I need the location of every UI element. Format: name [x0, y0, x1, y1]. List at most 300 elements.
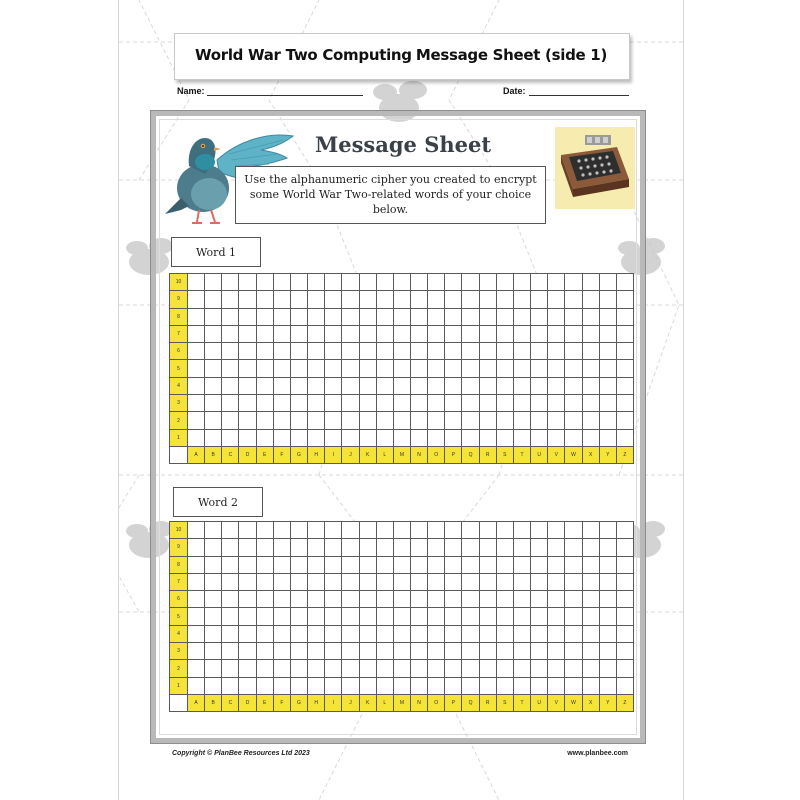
grid-cell[interactable] — [548, 309, 565, 326]
grid-cell[interactable] — [377, 574, 394, 591]
grid-cell[interactable] — [531, 360, 548, 377]
grid-cell[interactable] — [565, 291, 582, 308]
grid-cell[interactable] — [222, 309, 239, 326]
grid-cell[interactable] — [583, 395, 600, 412]
grid-cell[interactable] — [531, 660, 548, 677]
grid-cell[interactable] — [548, 574, 565, 591]
grid-cell[interactable] — [205, 360, 222, 377]
grid-cell[interactable] — [342, 539, 359, 556]
grid-cell[interactable] — [188, 522, 205, 539]
grid-cell[interactable] — [462, 309, 479, 326]
grid-cell[interactable] — [188, 608, 205, 625]
grid-cell[interactable] — [565, 522, 582, 539]
grid-cell[interactable] — [308, 360, 325, 377]
grid-cell[interactable] — [531, 309, 548, 326]
grid-cell[interactable] — [548, 643, 565, 660]
grid-cell[interactable] — [462, 326, 479, 343]
grid-cell[interactable] — [583, 626, 600, 643]
grid-cell[interactable] — [394, 591, 411, 608]
grid-cell[interactable] — [342, 660, 359, 677]
grid-cell[interactable] — [583, 378, 600, 395]
grid-cell[interactable] — [291, 660, 308, 677]
grid-cell[interactable] — [497, 326, 514, 343]
grid-cell[interactable] — [325, 678, 342, 695]
grid-cell[interactable] — [548, 360, 565, 377]
grid-cell[interactable] — [257, 395, 274, 412]
grid-cell[interactable] — [462, 274, 479, 291]
grid-cell[interactable] — [274, 360, 291, 377]
grid-cell[interactable] — [222, 557, 239, 574]
grid-cell[interactable] — [497, 522, 514, 539]
grid-cell[interactable] — [548, 343, 565, 360]
grid-cell[interactable] — [565, 343, 582, 360]
grid-cell[interactable] — [565, 412, 582, 429]
grid-cell[interactable] — [222, 274, 239, 291]
grid-cell[interactable] — [188, 557, 205, 574]
grid-cell[interactable] — [325, 343, 342, 360]
grid-cell[interactable] — [342, 430, 359, 447]
grid-cell[interactable] — [257, 626, 274, 643]
grid-cell[interactable] — [445, 626, 462, 643]
grid-cell[interactable] — [394, 574, 411, 591]
grid-cell[interactable] — [308, 608, 325, 625]
grid-cell[interactable] — [188, 360, 205, 377]
grid-cell[interactable] — [411, 343, 428, 360]
grid-cell[interactable] — [239, 430, 256, 447]
grid-cell[interactable] — [411, 574, 428, 591]
grid-cell[interactable] — [428, 591, 445, 608]
grid-cell[interactable] — [308, 660, 325, 677]
grid-cell[interactable] — [188, 291, 205, 308]
grid-cell[interactable] — [308, 395, 325, 412]
grid-cell[interactable] — [377, 412, 394, 429]
grid-cell[interactable] — [274, 430, 291, 447]
grid-cell[interactable] — [411, 378, 428, 395]
grid-cell[interactable] — [377, 430, 394, 447]
grid-cell[interactable] — [480, 395, 497, 412]
grid-cell[interactable] — [445, 643, 462, 660]
grid-cell[interactable] — [428, 412, 445, 429]
grid-cell[interactable] — [188, 539, 205, 556]
grid-cell[interactable] — [257, 574, 274, 591]
grid-cell[interactable] — [548, 326, 565, 343]
grid-cell[interactable] — [308, 412, 325, 429]
grid-cell[interactable] — [583, 591, 600, 608]
grid-cell[interactable] — [325, 608, 342, 625]
grid-cell[interactable] — [583, 643, 600, 660]
grid-cell[interactable] — [394, 522, 411, 539]
grid-cell[interactable] — [565, 626, 582, 643]
grid-cell[interactable] — [600, 291, 617, 308]
grid-cell[interactable] — [411, 412, 428, 429]
grid-cell[interactable] — [342, 678, 359, 695]
grid-cell[interactable] — [445, 539, 462, 556]
grid-cell[interactable] — [565, 660, 582, 677]
grid-cell[interactable] — [360, 395, 377, 412]
grid-cell[interactable] — [548, 591, 565, 608]
grid-cell[interactable] — [617, 557, 634, 574]
grid-cell[interactable] — [600, 309, 617, 326]
grid-cell[interactable] — [600, 539, 617, 556]
grid-cell[interactable] — [600, 430, 617, 447]
grid-cell[interactable] — [565, 608, 582, 625]
grid-cell[interactable] — [514, 522, 531, 539]
grid-cell[interactable] — [428, 291, 445, 308]
grid-cell[interactable] — [428, 378, 445, 395]
grid-cell[interactable] — [428, 539, 445, 556]
grid-cell[interactable] — [188, 591, 205, 608]
grid-cell[interactable] — [325, 291, 342, 308]
grid-cell[interactable] — [480, 412, 497, 429]
grid-cell[interactable] — [531, 395, 548, 412]
grid-cell[interactable] — [291, 430, 308, 447]
grid-cell[interactable] — [480, 274, 497, 291]
grid-cell[interactable] — [462, 412, 479, 429]
grid-cell[interactable] — [394, 660, 411, 677]
grid-cell[interactable] — [239, 309, 256, 326]
grid-cell[interactable] — [411, 660, 428, 677]
grid-cell[interactable] — [428, 574, 445, 591]
grid-cell[interactable] — [497, 430, 514, 447]
grid-cell[interactable] — [342, 360, 359, 377]
grid-cell[interactable] — [428, 626, 445, 643]
grid-cell[interactable] — [462, 608, 479, 625]
grid-cell[interactable] — [239, 274, 256, 291]
grid-cell[interactable] — [239, 291, 256, 308]
grid-cell[interactable] — [428, 309, 445, 326]
grid-cell[interactable] — [291, 608, 308, 625]
grid-cell[interactable] — [394, 643, 411, 660]
grid-cell[interactable] — [462, 643, 479, 660]
grid-cell[interactable] — [342, 574, 359, 591]
grid-cell[interactable] — [222, 591, 239, 608]
grid-cell[interactable] — [205, 557, 222, 574]
grid-cell[interactable] — [188, 274, 205, 291]
grid-cell[interactable] — [497, 660, 514, 677]
grid-cell[interactable] — [239, 395, 256, 412]
grid-cell[interactable] — [497, 626, 514, 643]
grid-cell[interactable] — [342, 326, 359, 343]
grid-cell[interactable] — [548, 274, 565, 291]
grid-cell[interactable] — [445, 395, 462, 412]
grid-cell[interactable] — [411, 643, 428, 660]
grid-cell[interactable] — [531, 378, 548, 395]
grid-cell[interactable] — [205, 378, 222, 395]
grid-cell[interactable] — [480, 608, 497, 625]
grid-cell[interactable] — [514, 378, 531, 395]
grid-cell[interactable] — [291, 291, 308, 308]
grid-cell[interactable] — [445, 291, 462, 308]
grid-cell[interactable] — [480, 430, 497, 447]
grid-cell[interactable] — [291, 378, 308, 395]
grid-cell[interactable] — [394, 378, 411, 395]
grid-cell[interactable] — [565, 274, 582, 291]
word-1-grid[interactable] — [169, 273, 634, 464]
grid-cell[interactable] — [394, 360, 411, 377]
grid-cell[interactable] — [377, 378, 394, 395]
grid-cell[interactable] — [394, 539, 411, 556]
grid-cell[interactable] — [462, 574, 479, 591]
grid-cell[interactable] — [497, 591, 514, 608]
grid-cell[interactable] — [617, 574, 634, 591]
grid-cell[interactable] — [617, 626, 634, 643]
grid-cell[interactable] — [239, 626, 256, 643]
grid-cell[interactable] — [377, 360, 394, 377]
grid-cell[interactable] — [497, 557, 514, 574]
grid-cell[interactable] — [274, 539, 291, 556]
grid-cell[interactable] — [222, 343, 239, 360]
grid-cell[interactable] — [531, 343, 548, 360]
grid-cell[interactable] — [617, 274, 634, 291]
grid-cell[interactable] — [411, 274, 428, 291]
grid-cell[interactable] — [445, 608, 462, 625]
grid-cell[interactable] — [308, 430, 325, 447]
grid-cell[interactable] — [342, 343, 359, 360]
grid-cell[interactable] — [514, 360, 531, 377]
grid-cell[interactable] — [583, 360, 600, 377]
grid-cell[interactable] — [583, 678, 600, 695]
grid-cell[interactable] — [480, 660, 497, 677]
grid-cell[interactable] — [274, 678, 291, 695]
grid-cell[interactable] — [514, 430, 531, 447]
grid-cell[interactable] — [360, 291, 377, 308]
grid-cell[interactable] — [462, 430, 479, 447]
grid-cell[interactable] — [411, 360, 428, 377]
grid-cell[interactable] — [600, 660, 617, 677]
grid-cell[interactable] — [445, 660, 462, 677]
grid-cell[interactable] — [497, 309, 514, 326]
grid-cell[interactable] — [257, 378, 274, 395]
grid-cell[interactable] — [325, 591, 342, 608]
grid-cell[interactable] — [565, 574, 582, 591]
grid-cell[interactable] — [600, 395, 617, 412]
grid-cell[interactable] — [394, 309, 411, 326]
grid-cell[interactable] — [497, 539, 514, 556]
grid-cell[interactable] — [565, 395, 582, 412]
grid-cell[interactable] — [257, 343, 274, 360]
grid-cell[interactable] — [342, 643, 359, 660]
grid-cell[interactable] — [205, 626, 222, 643]
grid-cell[interactable] — [600, 608, 617, 625]
grid-cell[interactable] — [445, 557, 462, 574]
grid-cell[interactable] — [291, 557, 308, 574]
grid-cell[interactable] — [548, 626, 565, 643]
grid-cell[interactable] — [308, 643, 325, 660]
grid-cell[interactable] — [205, 539, 222, 556]
grid-cell[interactable] — [531, 557, 548, 574]
grid-cell[interactable] — [565, 430, 582, 447]
grid-cell[interactable] — [377, 678, 394, 695]
grid-cell[interactable] — [325, 660, 342, 677]
grid-cell[interactable] — [514, 343, 531, 360]
grid-cell[interactable] — [480, 522, 497, 539]
grid-cell[interactable] — [565, 557, 582, 574]
grid-cell[interactable] — [480, 309, 497, 326]
grid-cell[interactable] — [205, 326, 222, 343]
grid-cell[interactable] — [480, 626, 497, 643]
grid-cell[interactable] — [548, 660, 565, 677]
grid-cell[interactable] — [239, 360, 256, 377]
grid-cell[interactable] — [617, 395, 634, 412]
grid-cell[interactable] — [445, 574, 462, 591]
grid-cell[interactable] — [600, 643, 617, 660]
grid-cell[interactable] — [308, 626, 325, 643]
grid-cell[interactable] — [531, 291, 548, 308]
grid-cell[interactable] — [291, 360, 308, 377]
grid-cell[interactable] — [377, 643, 394, 660]
grid-cell[interactable] — [188, 343, 205, 360]
grid-cell[interactable] — [360, 626, 377, 643]
grid-cell[interactable] — [325, 430, 342, 447]
grid-cell[interactable] — [548, 395, 565, 412]
grid-cell[interactable] — [377, 309, 394, 326]
grid-cell[interactable] — [205, 395, 222, 412]
grid-cell[interactable] — [411, 522, 428, 539]
grid-cell[interactable] — [274, 626, 291, 643]
grid-cell[interactable] — [291, 626, 308, 643]
grid-cell[interactable] — [360, 608, 377, 625]
grid-cell[interactable] — [445, 326, 462, 343]
grid-cell[interactable] — [188, 326, 205, 343]
grid-cell[interactable] — [394, 291, 411, 308]
grid-cell[interactable] — [360, 274, 377, 291]
grid-cell[interactable] — [531, 678, 548, 695]
word-2-grid[interactable] — [169, 521, 634, 712]
grid-cell[interactable] — [617, 291, 634, 308]
grid-cell[interactable] — [462, 539, 479, 556]
grid-cell[interactable] — [514, 326, 531, 343]
grid-cell[interactable] — [291, 274, 308, 291]
grid-cell[interactable] — [531, 608, 548, 625]
grid-cell[interactable] — [617, 608, 634, 625]
grid-cell[interactable] — [308, 539, 325, 556]
grid-cell[interactable] — [188, 574, 205, 591]
grid-cell[interactable] — [188, 378, 205, 395]
grid-cell[interactable] — [617, 660, 634, 677]
grid-cell[interactable] — [583, 343, 600, 360]
grid-cell[interactable] — [394, 626, 411, 643]
grid-cell[interactable] — [531, 430, 548, 447]
grid-cell[interactable] — [205, 660, 222, 677]
grid-cell[interactable] — [600, 274, 617, 291]
grid-cell[interactable] — [205, 412, 222, 429]
grid-cell[interactable] — [548, 522, 565, 539]
grid-cell[interactable] — [291, 574, 308, 591]
grid-cell[interactable] — [274, 395, 291, 412]
grid-cell[interactable] — [257, 678, 274, 695]
grid-cell[interactable] — [565, 309, 582, 326]
grid-cell[interactable] — [342, 522, 359, 539]
grid-cell[interactable] — [274, 660, 291, 677]
grid-cell[interactable] — [445, 412, 462, 429]
grid-cell[interactable] — [325, 274, 342, 291]
grid-cell[interactable] — [531, 412, 548, 429]
grid-cell[interactable] — [377, 291, 394, 308]
grid-cell[interactable] — [497, 678, 514, 695]
grid-cell[interactable] — [274, 522, 291, 539]
grid-cell[interactable] — [360, 591, 377, 608]
grid-cell[interactable] — [377, 522, 394, 539]
grid-cell[interactable] — [565, 591, 582, 608]
grid-cell[interactable] — [617, 378, 634, 395]
grid-cell[interactable] — [600, 412, 617, 429]
grid-cell[interactable] — [325, 412, 342, 429]
grid-cell[interactable] — [239, 660, 256, 677]
grid-cell[interactable] — [600, 522, 617, 539]
grid-cell[interactable] — [583, 574, 600, 591]
grid-cell[interactable] — [274, 291, 291, 308]
grid-cell[interactable] — [377, 626, 394, 643]
grid-cell[interactable] — [462, 591, 479, 608]
grid-cell[interactable] — [531, 326, 548, 343]
grid-cell[interactable] — [531, 522, 548, 539]
grid-cell[interactable] — [514, 557, 531, 574]
grid-cell[interactable] — [222, 430, 239, 447]
grid-cell[interactable] — [239, 643, 256, 660]
grid-cell[interactable] — [325, 643, 342, 660]
grid-cell[interactable] — [583, 608, 600, 625]
grid-cell[interactable] — [239, 539, 256, 556]
grid-cell[interactable] — [583, 309, 600, 326]
grid-cell[interactable] — [222, 360, 239, 377]
grid-cell[interactable] — [308, 343, 325, 360]
grid-cell[interactable] — [360, 557, 377, 574]
grid-cell[interactable] — [308, 378, 325, 395]
grid-cell[interactable] — [239, 608, 256, 625]
grid-cell[interactable] — [239, 378, 256, 395]
grid-cell[interactable] — [583, 291, 600, 308]
grid-cell[interactable] — [583, 430, 600, 447]
grid-cell[interactable] — [480, 539, 497, 556]
grid-cell[interactable] — [514, 591, 531, 608]
grid-cell[interactable] — [411, 678, 428, 695]
grid-cell[interactable] — [394, 326, 411, 343]
grid-cell[interactable] — [548, 378, 565, 395]
grid-cell[interactable] — [360, 309, 377, 326]
grid-cell[interactable] — [462, 378, 479, 395]
grid-cell[interactable] — [325, 395, 342, 412]
grid-cell[interactable] — [394, 557, 411, 574]
grid-cell[interactable] — [411, 430, 428, 447]
grid-cell[interactable] — [445, 678, 462, 695]
grid-cell[interactable] — [257, 608, 274, 625]
grid-cell[interactable] — [480, 326, 497, 343]
grid-cell[interactable] — [308, 522, 325, 539]
grid-cell[interactable] — [531, 539, 548, 556]
grid-cell[interactable] — [445, 378, 462, 395]
grid-cell[interactable] — [274, 591, 291, 608]
grid-cell[interactable] — [565, 360, 582, 377]
grid-cell[interactable] — [342, 626, 359, 643]
grid-cell[interactable] — [308, 274, 325, 291]
grid-cell[interactable] — [360, 343, 377, 360]
grid-cell[interactable] — [342, 274, 359, 291]
grid-cell[interactable] — [428, 660, 445, 677]
grid-cell[interactable] — [257, 643, 274, 660]
grid-cell[interactable] — [480, 360, 497, 377]
grid-cell[interactable] — [308, 309, 325, 326]
grid-cell[interactable] — [394, 430, 411, 447]
grid-cell[interactable] — [514, 574, 531, 591]
grid-cell[interactable] — [617, 643, 634, 660]
grid-cell[interactable] — [428, 395, 445, 412]
grid-cell[interactable] — [222, 326, 239, 343]
grid-cell[interactable] — [531, 591, 548, 608]
grid-cell[interactable] — [377, 326, 394, 343]
grid-cell[interactable] — [445, 522, 462, 539]
grid-cell[interactable] — [411, 326, 428, 343]
grid-cell[interactable] — [274, 326, 291, 343]
